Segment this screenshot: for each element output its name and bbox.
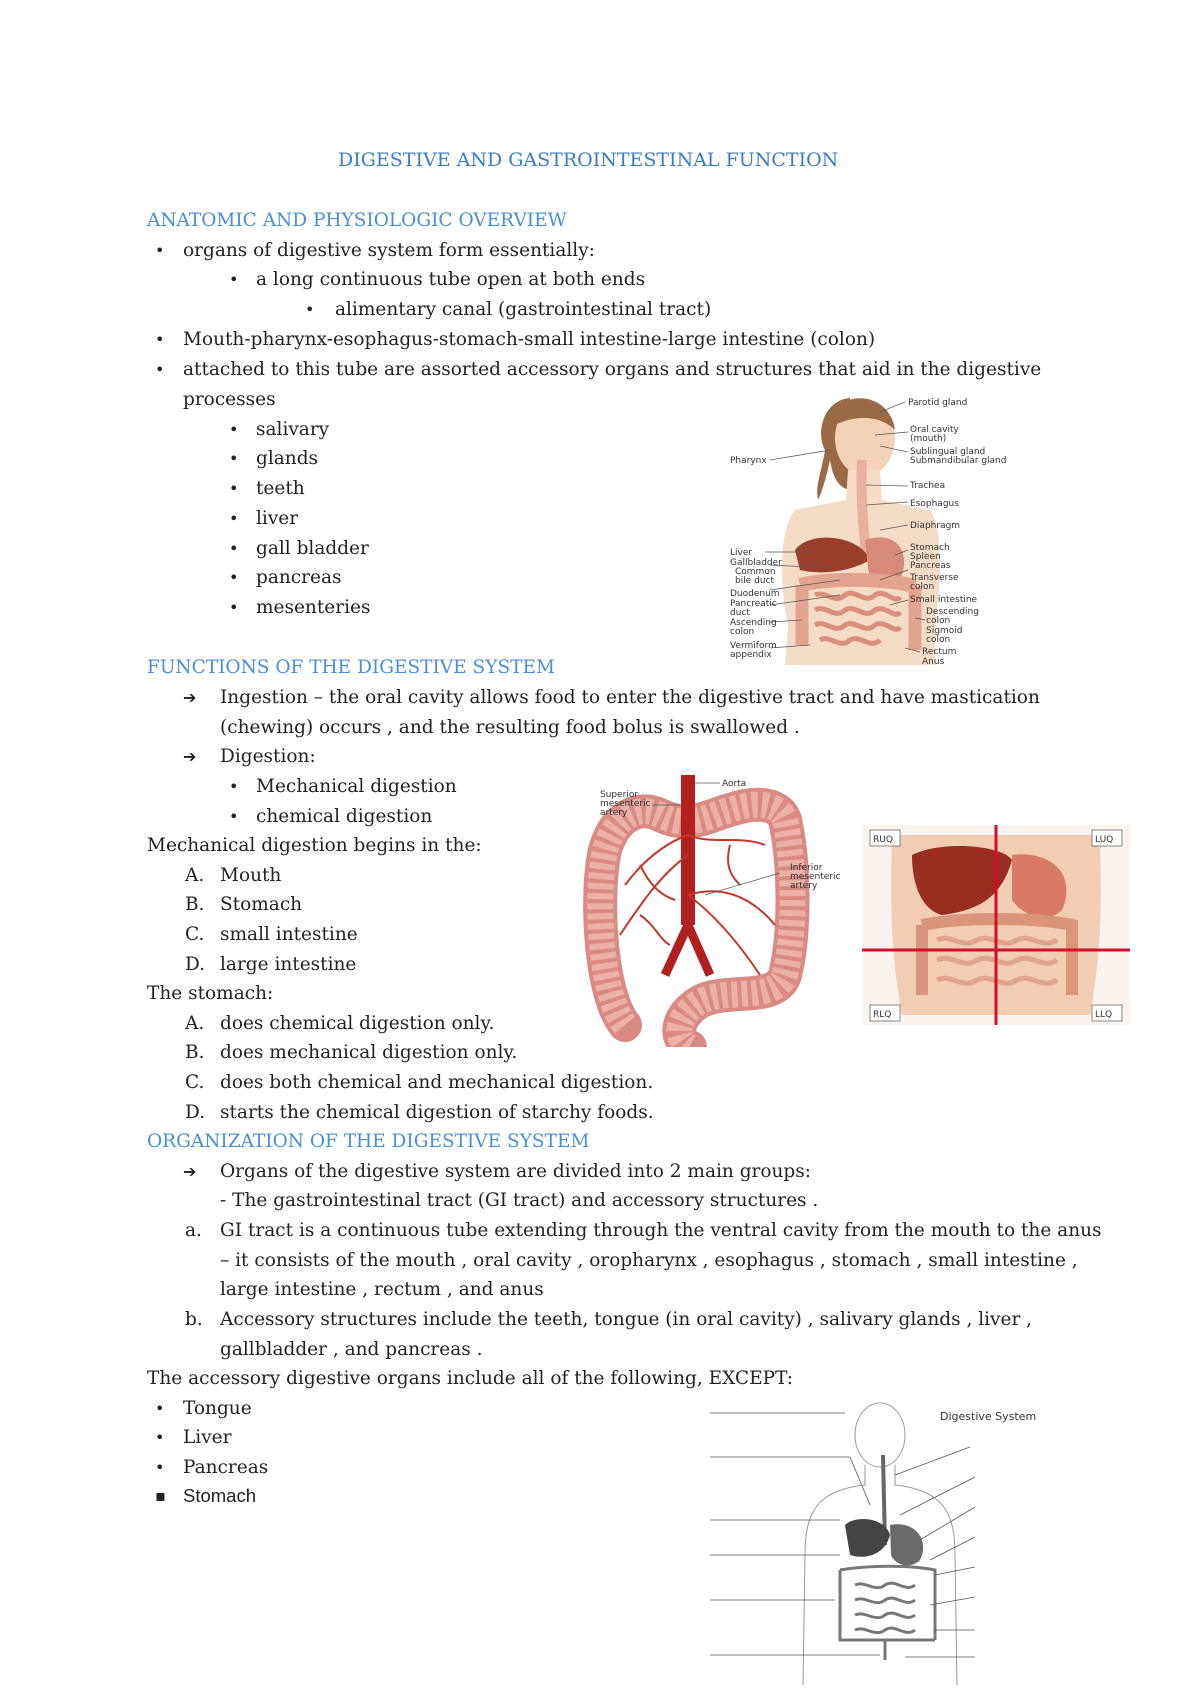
fig1-label: Sublingual gland: [910, 447, 986, 457]
bullet-icon: •: [229, 807, 239, 826]
list-item: - The gastrointestinal tract (GI tract) and accessory structures .: [220, 1190, 819, 1211]
list-item: attached to this tube are assorted accessory organs and structures that aid in the digestive: [183, 359, 1042, 380]
fig1-label: Stomach: [910, 543, 950, 553]
accessory-item: pancreas: [256, 567, 342, 588]
bullet-icon: •: [229, 509, 239, 528]
item-letter: b.: [185, 1309, 203, 1330]
diagram-title: Digestive System: [940, 1410, 1037, 1423]
question-text: The stomach:: [147, 983, 274, 1004]
accessory-item: gall bladder: [256, 538, 369, 559]
option-letter: A.: [185, 1013, 205, 1034]
option-letter: B.: [185, 894, 205, 915]
fig1-label: Spleen: [910, 552, 941, 562]
section-heading-organization: ORGANIZATION OF THE DIGESTIVE SYSTEM: [147, 1131, 590, 1152]
bullet-icon: •: [229, 479, 239, 498]
option-letter: D.: [185, 1102, 206, 1123]
accessory-item: liver: [256, 508, 299, 529]
quadrant-label-luq: LUQ: [1095, 835, 1114, 845]
fig1-label: colon: [910, 582, 935, 592]
fig1-label: Gallbladder: [730, 558, 782, 568]
fig1-label: Duodenum: [730, 589, 780, 599]
option-text: small intestine: [220, 924, 358, 945]
fig1-label: (mouth): [910, 434, 947, 444]
list-item: Mechanical digestion: [256, 776, 457, 797]
bullet-icon: •: [305, 300, 315, 319]
question-text: The accessory digestive organs include all of the following, EXCEPT:: [147, 1368, 793, 1389]
list-item: Organs of the digestive system are divided into 2 main groups:: [220, 1161, 812, 1182]
arrow-icon: ➔: [183, 747, 197, 766]
fig2-label: artery: [600, 808, 628, 818]
list-item-continuation: large intestine , rectum , and anus: [220, 1279, 544, 1300]
bullet-icon: •: [229, 420, 239, 439]
accessory-item: glands: [256, 448, 319, 469]
fig1-label: Vermiform: [730, 641, 777, 651]
option-text: Stomach: [183, 1485, 257, 1506]
option-text: Mouth: [220, 865, 282, 886]
fig1-label: appendix: [730, 650, 772, 660]
list-item: Mouth-pharynx-esophagus-stomach-small intestine-large intestine (colon): [183, 329, 876, 350]
option-letter: D.: [185, 954, 206, 975]
colon-artery-figure: [580, 775, 850, 1047]
bullet-icon: •: [229, 449, 239, 468]
list-item-continuation: gallbladder , and pancreas .: [220, 1339, 483, 1360]
option-text: large intestine: [220, 954, 357, 975]
bullet-icon: •: [155, 241, 165, 260]
arrow-icon: ➔: [183, 688, 197, 707]
list-item: alimentary canal (gastrointestinal tract): [335, 299, 712, 320]
fig1-label: Oral cavity: [910, 425, 959, 435]
fig2-label: mesenteric: [600, 799, 651, 809]
bullet-icon: ▪: [155, 1486, 166, 1505]
fig1-label: Pancreatic: [730, 599, 777, 609]
fig2-label: Aorta: [722, 779, 747, 789]
fig1-label: Small intestine: [910, 595, 978, 605]
fig1-label: Esophagus: [910, 499, 959, 509]
fig1-label: Rectum: [922, 647, 957, 657]
fig1-label: Diaphragm: [910, 521, 961, 531]
bullet-icon: •: [229, 777, 239, 796]
option-letter: C.: [185, 1072, 205, 1093]
option-letter: C.: [185, 924, 205, 945]
list-item: Ingestion – the oral cavity allows food to enter the digestive tract and have mastication: [220, 687, 1040, 708]
fig1-label: Ascending: [730, 618, 777, 628]
option-letter: B.: [185, 1042, 205, 1063]
fig2-label: Inferior: [790, 863, 823, 873]
option-text: Liver: [183, 1427, 232, 1448]
option-text: Pancreas: [183, 1457, 269, 1478]
option-text: does both chemical and mechanical digestion.: [220, 1072, 654, 1093]
bullet-icon: •: [155, 1428, 165, 1447]
bullet-icon: •: [155, 1399, 165, 1418]
option-text: does chemical digestion only.: [220, 1013, 495, 1034]
fig1-label: colon: [730, 627, 755, 637]
page-title: DIGESTIVE AND GASTROINTESTINAL FUNCTION: [338, 149, 839, 171]
section-heading-functions: FUNCTIONS OF THE DIGESTIVE SYSTEM: [147, 657, 555, 678]
abdominal-quadrants-figure: [862, 825, 1130, 1025]
bullet-icon: •: [155, 360, 165, 379]
bullet-icon: •: [155, 330, 165, 349]
list-item: chemical digestion: [256, 806, 433, 827]
option-text: Stomach: [220, 894, 303, 915]
fig1-label: Submandibular gland: [910, 456, 1007, 466]
fig1-label: colon: [926, 635, 951, 645]
bullet-icon: •: [229, 270, 239, 289]
fig1-label: Parotid gland: [908, 398, 968, 408]
accessory-item: teeth: [256, 478, 305, 499]
quadrant-label-ruq: RUQ: [873, 835, 893, 845]
fig2-label: artery: [790, 881, 818, 891]
fig1-label: Common: [735, 567, 776, 577]
list-item-continuation: processes: [183, 389, 276, 410]
option-letter: A.: [185, 865, 205, 886]
list-item: a long continuous tube open at both ends: [256, 269, 646, 290]
fig1-label: colon: [926, 616, 951, 626]
fig1-label: Trachea: [910, 481, 946, 491]
option-text: starts the chemical digestion of starchy foods.: [220, 1102, 654, 1123]
digestive-labeling-diagram: [705, 1395, 1090, 1685]
fig1-label: Sigmoid: [926, 626, 963, 636]
list-item: Digestion:: [220, 746, 316, 767]
fig1-label: Pancreas: [910, 561, 951, 571]
fig1-label: Descending: [926, 607, 979, 617]
fig1-label: Liver: [730, 548, 753, 558]
fig2-label: mesenteric: [790, 872, 841, 882]
digestive-anatomy-figure: [730, 390, 1015, 665]
arrow-icon: ➔: [183, 1162, 197, 1181]
accessory-item: mesenteries: [256, 597, 371, 618]
fig2-label: Superior: [600, 790, 639, 800]
question-text: Mechanical digestion begins in the:: [147, 835, 482, 856]
fig1-label: Pharynx: [730, 456, 767, 466]
fig1-label: duct: [730, 608, 750, 618]
list-item-continuation: (chewing) occurs , and the resulting food bolus is swallowed .: [220, 717, 800, 738]
accessory-item: salivary: [256, 419, 330, 440]
bullet-icon: •: [155, 1458, 165, 1477]
quadrant-label-llq: LLQ: [1095, 1010, 1113, 1020]
fig1-label: Transverse: [910, 573, 959, 583]
quadrant-label-rlq: RLQ: [873, 1010, 892, 1020]
list-item: GI tract is a continuous tube extending through the ventral cavity from the mouth to the anus: [220, 1220, 1102, 1241]
fig1-label: bile duct: [735, 576, 775, 586]
list-item: Accessory structures include the teeth, tongue (in oral cavity) , salivary glands , liver ,: [220, 1309, 1033, 1330]
list-item: organs of digestive system form essentially:: [183, 240, 595, 261]
bullet-icon: •: [229, 539, 239, 558]
option-text: does mechanical digestion only.: [220, 1042, 518, 1063]
bullet-icon: •: [229, 598, 239, 617]
section-heading-overview: ANATOMIC AND PHYSIOLOGIC OVERVIEW: [147, 210, 567, 231]
option-text: Tongue: [183, 1398, 252, 1419]
fig1-label: Anus: [922, 657, 945, 665]
bullet-icon: •: [229, 568, 239, 587]
item-letter: a.: [185, 1220, 202, 1241]
list-item-continuation: – it consists of the mouth , oral cavity , oropharynx , esophagus , stomach , small intestine ,: [220, 1250, 1078, 1271]
